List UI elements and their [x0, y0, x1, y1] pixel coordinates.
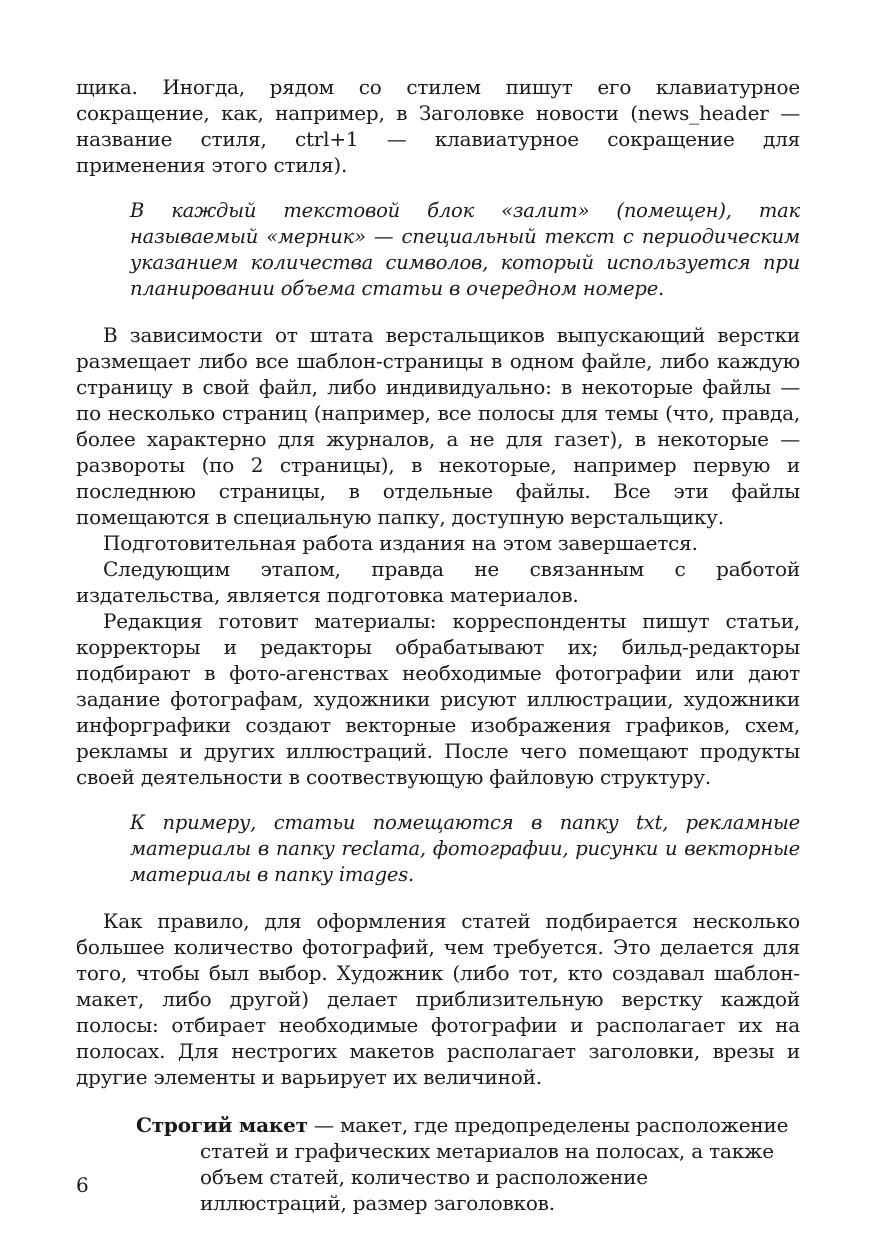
paragraph-continuation: щика. Иногда, рядом со стилем пишут его клавиатурное сокращение, как, например, в Заголовке новости (news_header — название стиля, ctrl+1 — клавиатурное сокращение для применения этого стиля). — [76, 75, 800, 177]
definition-term: Строгий макет — [136, 1113, 308, 1137]
italic-note-mernik: В каждый текстовой блок «залит» (помещен), так называемый «мерник» — специальный текст с периодическим указанием количества символов, который используется при планировании объема статьи в очередном номере. — [130, 199, 800, 300]
definition-text: — макет, где предопределены расположение статей и графических метариалов на полосах, а также объем статей, количество и расположение иллюстраций, размер заголовков. — [200, 1113, 789, 1215]
paragraph-layout-files: В зависимости от штата верстальщиков выпускающий верстки размещает либо все шаблон-страницы в одном файле, либо каждую страницу в свой файл, либо индивидуально: в некоторые файлы — по несколько страниц (например, все полосы для темы (что, правда, более характерно для журналов, а не для газет), в некоторые — развороты (по 2 страницы), в некоторые, например первую и последнюю страницы, в отдельные файлы. Все эти файлы помещаются в специальную папку, доступную верстальщику. — [76, 323, 800, 529]
definition-strict-layout — [136, 1112, 800, 1216]
paragraph-photo-selection: Как правило, для оформления статей подбирается несколько большее количество фотографий, чем требуется. Это делается для того, чтобы был выбор. Художник (либо тот, кто создавал шаблон-макет, либо другой) делает приблизительную верстку каждой полосы: отбирает необходимые фотографии и располагает их на полосах. Для нестрогих макетов располагает заголовки, врезы и другие элементы и варьирует их величиной. — [76, 909, 800, 1089]
italic-note-folders: К примеру, статьи помещаются в папку txt, рекламные материалы в папку reclama, фотографии, рисунки и векторные материалы в папку images. — [130, 811, 800, 886]
page-body — [76, 74, 800, 1216]
page-number: 6 — [76, 1173, 89, 1197]
paragraph-next-stage: Следующим этапом, правда не связанным с работой издательства, является подготовка материалов. — [76, 557, 800, 607]
paragraph-preparation-complete: Подготовительная работа издания на этом завершается. — [103, 531, 698, 555]
paragraph-editorial-materials: Редакция готовит материалы: корреспонденты пишут статьи, корректоры и редакторы обрабатывают их; бильд-редакторы подбирают в фото-агенствах необходимые фотографии или дают задание фотографам, художники рисуют иллюстрации, художники инфорграфики создают векторные изображения графиков, схем, рекламы и других иллюстраций. После чего помещают продукты своей деятельности в соотвествующую файловую структуру. — [76, 609, 800, 789]
